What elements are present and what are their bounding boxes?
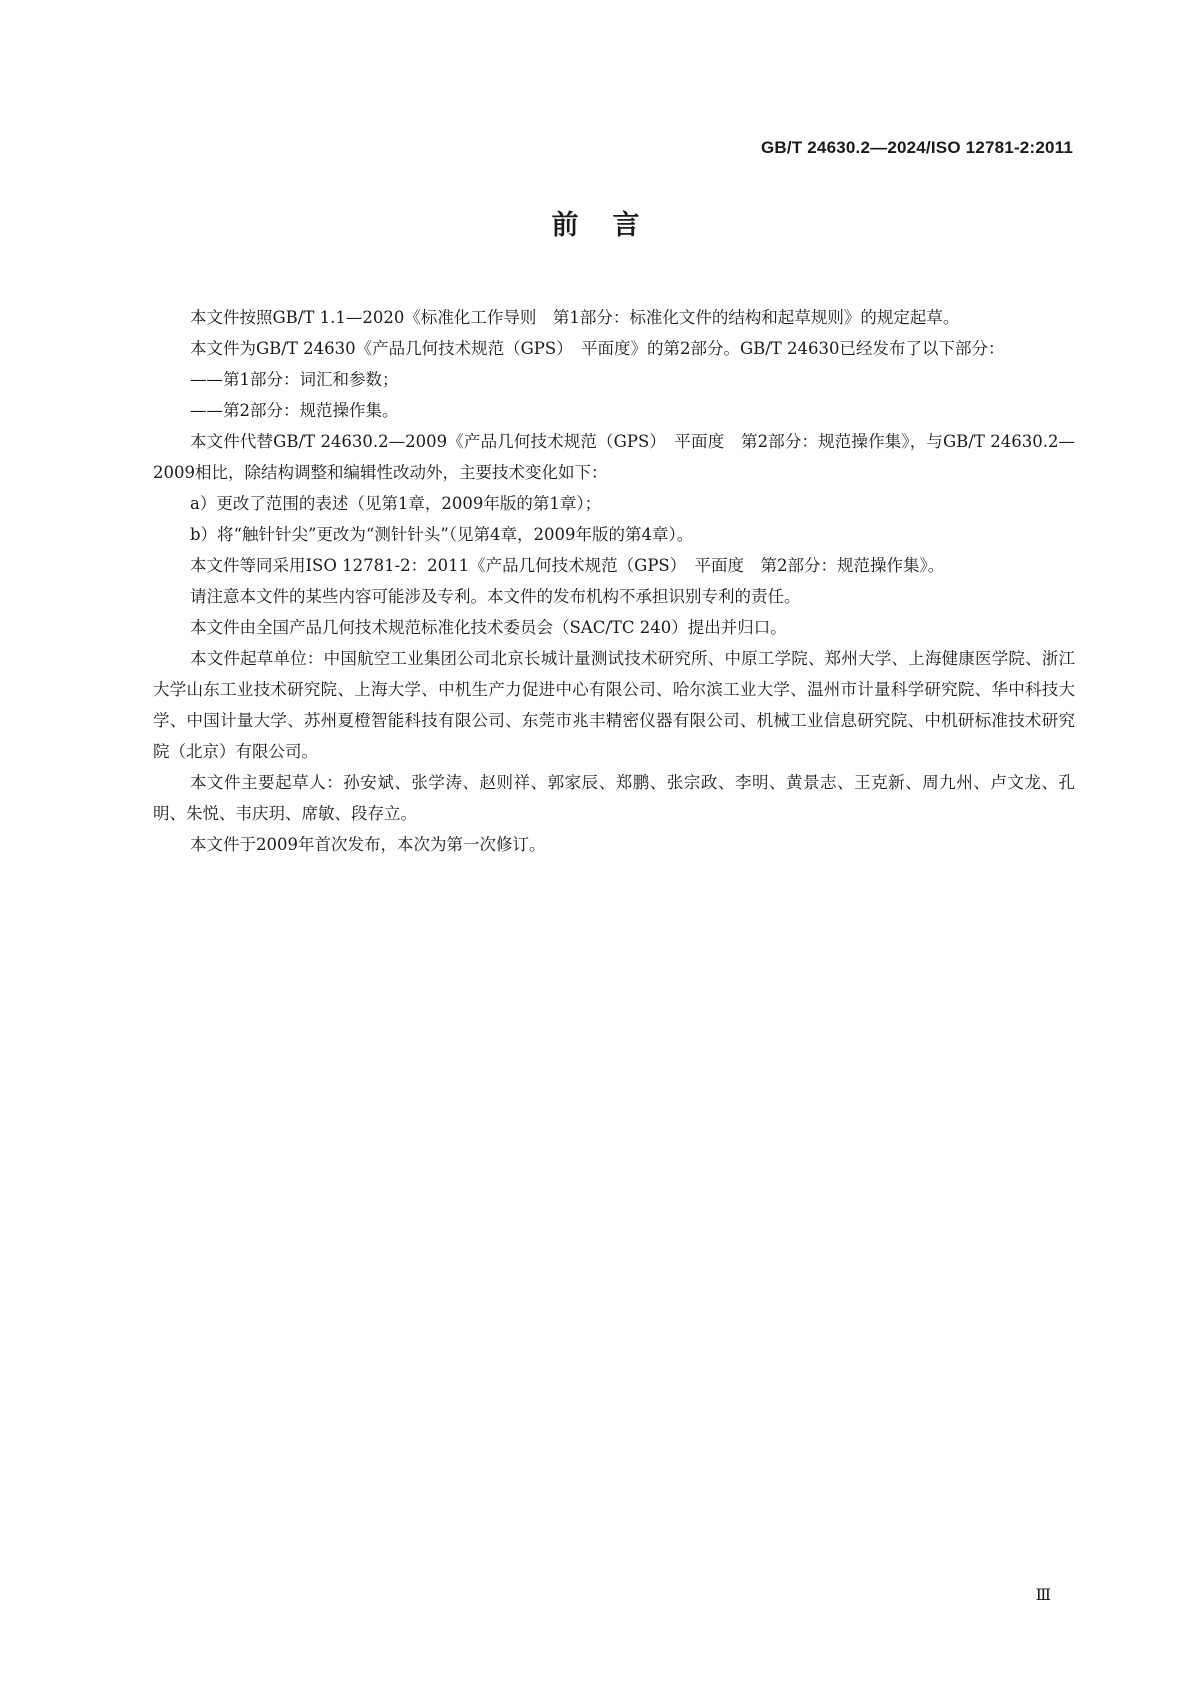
paragraph-drafting-units: 本文件起草单位：中国航空工业集团公司北京长城计量测试技术研究所、中原工学院、郑州大学、上海健康医学院、浙江大学山东工业技术研究院、上海大学、中机生产力促进中心有限公司、哈尔滨工业大学、温州市计量科学研究院、华中科技大学、中国计量大学、苏州夏橙智能科技有限公司、东莞市兆丰精密仪器有限公司、机械工业信息研究院、中机研标准技术研究院（北京）有限公司。 bbox=[153, 649, 1075, 761]
list-item: a）更改了范围的表述（见第1章，2009年版的第1章）； bbox=[190, 494, 602, 513]
page-number: Ⅲ bbox=[1035, 1585, 1051, 1604]
paragraph-replacement: 本文件代替GB/T 24630.2—2009《产品几何技术规范（GPS） 平面度 第2部分：规范操作集》，与GB/T 24630.2—2009相比，除结构调整和编辑性改动外，主要技术变化如下： bbox=[153, 432, 1075, 482]
list-item: ——第2部分：规范操作集。 bbox=[190, 401, 399, 420]
paragraph-drafters: 本文件主要起草人：孙安斌、张学涛、赵则祥、郭家辰、郑鹏、张宗政、李明、黄景志、王克新、周九州、卢文龙、孔明、朱悦、韦庆玥、席敏、段存立。 bbox=[153, 773, 1075, 823]
paragraph-series-info: 本文件为GB/T 24630《产品几何技术规范（GPS） 平面度》的第2部分。GB/T 24630已经发布了以下部分： bbox=[190, 339, 1005, 358]
list-item: b）将“触针针尖”更改为“测针针头”（见第4章，2009年版的第4章）。 bbox=[190, 525, 694, 544]
standard-number: GB/T 24630.2—2024/ISO 12781-2:2011 bbox=[760, 138, 1073, 157]
paragraph-equivalence: 本文件等同采用ISO 12781-2：2011《产品几何技术规范（GPS） 平面度 第2部分：规范操作集》。 bbox=[190, 556, 945, 575]
paragraph-proposer: 本文件由全国产品几何技术规范标准化技术委员会（SAC/TC 240）提出并归口。 bbox=[190, 618, 787, 637]
list-item: ——第1部分：词汇和参数； bbox=[190, 370, 399, 389]
paragraph-patent-notice: 请注意本文件的某些内容可能涉及专利。本文件的发布机构不承担识别专利的责任。 bbox=[190, 587, 801, 606]
page-title: 前言 bbox=[551, 210, 674, 241]
paragraph-drafting-rules: 本文件按照GB/T 1.1—2020《标准化工作导则 第1部分：标准化文件的结构和起草规则》的规定起草。 bbox=[190, 308, 960, 327]
paragraph-history: 本文件于2009年首次发布，本次为第一次修订。 bbox=[190, 835, 546, 854]
foreword-body bbox=[153, 302, 1075, 860]
